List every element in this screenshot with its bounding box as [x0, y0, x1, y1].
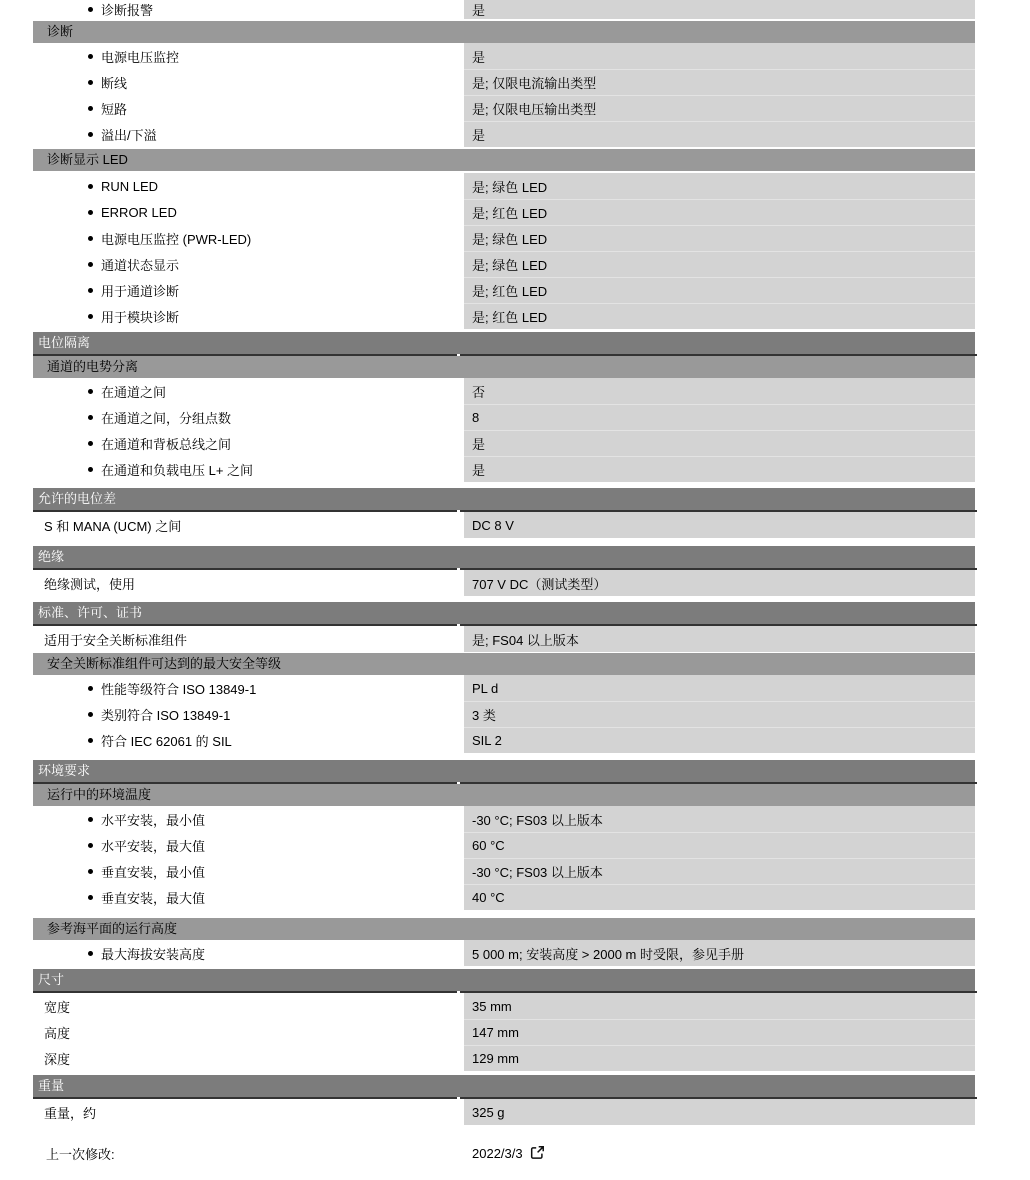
last-modified-label: 上一次修改:	[46, 1146, 115, 1162]
subsection-header	[33, 21, 975, 43]
table-row	[33, 456, 975, 482]
bullet-icon	[88, 80, 93, 85]
bullet-icon	[88, 441, 93, 446]
row-value: PL d	[472, 680, 499, 696]
subsection-header	[33, 149, 975, 171]
row-value-cell	[464, 701, 975, 727]
spec-table-sections	[33, 0, 975, 1125]
row-value-cell	[464, 95, 975, 121]
row-value: 是; 红色 LED	[472, 310, 548, 325]
row-value: 是; 绿色 LED	[472, 179, 548, 195]
row-value-cell	[464, 69, 975, 95]
table-row	[33, 277, 975, 303]
rows-group	[33, 512, 975, 538]
row-value-cell	[464, 0, 975, 19]
row-label: 深度	[44, 1051, 71, 1067]
last-modified-date: 2022/3/3	[472, 1145, 523, 1161]
table-row	[33, 884, 975, 910]
rows-group	[33, 0, 975, 19]
row-value: 707 V DC（测试类型）	[472, 576, 607, 592]
row-label-cell	[33, 993, 464, 1019]
row-label: 水平安装，最大值	[101, 838, 206, 854]
row-label-cell	[33, 69, 464, 95]
bullet-icon	[88, 467, 93, 472]
row-label-cell	[33, 626, 464, 652]
row-label: 水平安装，最小值	[101, 812, 206, 828]
row-label: 溢出/下溢	[101, 127, 157, 143]
row-label-cell	[33, 1045, 464, 1071]
bullet-icon	[88, 314, 93, 319]
bullet-icon	[88, 262, 93, 267]
row-label-cell	[33, 303, 464, 329]
row-value-cell	[464, 277, 975, 303]
row-value: 40 °C	[472, 890, 505, 905]
table-row	[33, 173, 975, 199]
row-value-cell	[464, 456, 975, 482]
row-label: 在通道之间，分组点数	[101, 410, 232, 426]
section-title: 绝缘	[38, 549, 65, 564]
subsection-title: 参考海平面的运行高度	[47, 921, 178, 936]
row-value-cell	[464, 993, 975, 1019]
rows-group	[33, 626, 975, 652]
rows-group	[33, 1099, 975, 1125]
subsection-title: 诊断	[47, 24, 74, 39]
external-link-icon[interactable]	[530, 1145, 545, 1160]
table-row	[33, 940, 975, 966]
section-header	[33, 1075, 975, 1097]
subsection-title: 安全关断标准组件可达到的最大安全等级	[47, 656, 282, 671]
row-label-cell	[33, 675, 464, 701]
row-value: 是	[472, 49, 486, 65]
bullet-icon	[88, 389, 93, 394]
bullet-icon	[88, 895, 93, 900]
row-label: 高度	[44, 1025, 71, 1041]
table-row	[33, 0, 975, 19]
section-header	[33, 332, 975, 354]
table-row	[33, 570, 975, 596]
row-value-cell	[464, 626, 975, 652]
section-header	[33, 760, 975, 782]
rows-group	[33, 173, 975, 329]
row-label: 垂直安装，最大值	[101, 890, 206, 906]
row-label-cell	[33, 570, 464, 596]
row-label-cell	[33, 251, 464, 277]
row-value: 129 mm	[472, 1051, 519, 1066]
row-value: 是; 仅限电流输出类型	[472, 76, 597, 91]
subsection-title: 诊断显示 LED	[47, 152, 128, 167]
table-row	[33, 675, 975, 701]
row-value-cell	[464, 570, 975, 596]
bullet-icon	[88, 415, 93, 420]
bullet-icon	[88, 738, 93, 743]
rows-group	[33, 43, 975, 147]
bullet-icon	[88, 686, 93, 691]
table-row	[33, 1045, 975, 1071]
table-row	[33, 404, 975, 430]
bullet-icon	[88, 236, 93, 241]
table-row	[33, 1019, 975, 1045]
row-value-cell	[464, 675, 975, 701]
row-value: 是; 红色 LED	[472, 284, 548, 299]
row-label: 类别符合 ISO 13849-1	[101, 707, 231, 723]
row-label-cell	[33, 277, 464, 303]
table-row	[33, 512, 975, 538]
last-modified-value	[464, 1146, 975, 1161]
bullet-icon	[88, 817, 93, 822]
rows-group	[33, 806, 975, 910]
subsection-header	[33, 653, 975, 675]
row-value: 是; FS04 以上版本	[472, 632, 579, 648]
row-label-cell	[33, 199, 464, 225]
bullet-icon	[88, 951, 93, 956]
row-value: 8	[472, 410, 480, 425]
section-title: 环境要求	[38, 763, 91, 778]
bullet-icon	[88, 132, 93, 137]
row-value: DC 8 V	[472, 517, 514, 533]
row-label-cell	[33, 806, 464, 832]
row-label: ERROR LED	[101, 204, 177, 220]
bullet-icon	[88, 869, 93, 874]
section-title: 标准、许可、证书	[38, 605, 143, 620]
row-label: RUN LED	[101, 178, 159, 194]
bullet-icon	[88, 843, 93, 848]
table-row	[33, 993, 975, 1019]
footer-row	[33, 1142, 975, 1164]
bullet-icon	[88, 288, 93, 293]
row-value: 是; 红色 LED	[472, 206, 548, 221]
row-value: 是; 仅限电压输出类型	[472, 102, 597, 117]
row-label: 绝缘测试，使用	[44, 576, 136, 592]
row-label-cell	[33, 43, 464, 69]
rows-group	[33, 675, 975, 753]
row-label: 电源电压监控 (PWR-LED)	[101, 231, 252, 247]
row-label-cell	[33, 121, 464, 147]
rows-group	[33, 993, 975, 1071]
row-label-cell	[33, 727, 464, 753]
row-value-cell	[464, 121, 975, 147]
row-value: 否	[472, 384, 486, 400]
row-value-cell	[464, 858, 975, 884]
spec-table	[33, 0, 975, 1164]
row-value-cell	[464, 430, 975, 456]
row-value-cell	[464, 512, 975, 538]
row-label-cell	[33, 884, 464, 910]
table-row	[33, 225, 975, 251]
row-value: 3 类	[472, 708, 496, 723]
row-label: 电源电压监控	[101, 49, 180, 65]
row-label-cell	[33, 95, 464, 121]
row-value: 是; 绿色 LED	[472, 258, 548, 273]
row-value-cell	[464, 43, 975, 69]
row-label-cell	[33, 173, 464, 199]
row-value: 是	[472, 463, 486, 478]
row-value-cell	[464, 199, 975, 225]
table-row	[33, 43, 975, 69]
rows-group	[33, 940, 975, 966]
table-row	[33, 727, 975, 753]
subsection-title: 通道的电势分离	[47, 359, 139, 374]
row-label-cell	[33, 858, 464, 884]
row-value: 60 °C	[472, 838, 505, 853]
row-value-cell	[464, 1019, 975, 1045]
row-label-cell	[33, 378, 464, 404]
row-label: 垂直安装，最小值	[101, 864, 206, 880]
section-title: 尺寸	[38, 972, 65, 987]
row-value-cell	[464, 940, 975, 966]
row-value-cell	[464, 251, 975, 277]
row-value-cell	[464, 1099, 975, 1125]
subsection-header	[33, 356, 975, 378]
row-value-cell	[464, 727, 975, 753]
bullet-icon	[88, 712, 93, 717]
row-label: 符合 IEC 62061 的 SIL	[101, 733, 232, 749]
row-label-cell	[33, 1099, 464, 1125]
row-label-cell	[33, 701, 464, 727]
section-title: 允许的电位差	[38, 491, 117, 506]
bullet-icon	[88, 210, 93, 215]
row-value-cell	[464, 806, 975, 832]
row-label: 在通道和背板总线之间	[101, 436, 232, 452]
row-label-cell	[33, 512, 464, 538]
table-row	[33, 95, 975, 121]
row-value-cell	[464, 832, 975, 858]
row-label-cell	[33, 456, 464, 482]
section-title: 重量	[38, 1078, 65, 1093]
row-label: 通道状态显示	[101, 257, 180, 273]
rows-group	[33, 378, 975, 482]
row-value: 是; 绿色 LED	[472, 232, 548, 247]
row-label: 最大海拔安装高度	[101, 946, 206, 962]
section-header	[33, 488, 975, 510]
row-value-cell	[464, 1045, 975, 1071]
row-value: 35 mm	[472, 998, 512, 1014]
table-row	[33, 378, 975, 404]
table-row	[33, 303, 975, 329]
row-label: 在通道之间	[101, 384, 167, 400]
row-value: 5 000 m; 安装高度 > 2000 m 时受限，参见手册	[472, 946, 744, 962]
row-value-cell	[464, 173, 975, 199]
table-row	[33, 626, 975, 652]
row-label: 用于模块诊断	[101, 309, 180, 325]
row-value-cell	[464, 884, 975, 910]
subsection-title: 运行中的环境温度	[47, 787, 152, 802]
row-value: -30 °C; FS03 以上版本	[472, 812, 603, 828]
bullet-icon	[88, 184, 93, 189]
section-title: 电位隔离	[38, 335, 91, 350]
row-label: 适用于安全关断标准组件	[44, 632, 188, 648]
table-row	[33, 430, 975, 456]
row-label: 在通道和负载电压 L+ 之间	[101, 462, 254, 478]
table-row	[33, 1099, 975, 1125]
section-header	[33, 969, 975, 991]
subsection-header	[33, 918, 975, 940]
row-label: 短路	[101, 101, 128, 117]
table-row	[33, 701, 975, 727]
row-value-cell	[464, 303, 975, 329]
bullet-icon	[88, 106, 93, 111]
row-label-cell	[33, 225, 464, 251]
table-row	[33, 69, 975, 95]
table-row	[33, 251, 975, 277]
row-label: S 和 MANA (UCM) 之间	[44, 518, 182, 534]
row-label-cell	[33, 0, 464, 19]
table-row	[33, 806, 975, 832]
row-label-cell	[33, 832, 464, 858]
section-header	[33, 546, 975, 568]
row-label: 断线	[101, 75, 128, 91]
row-value: 是	[472, 3, 486, 18]
row-label-cell	[33, 1019, 464, 1045]
row-label-cell	[33, 430, 464, 456]
table-row	[33, 832, 975, 858]
row-label: 宽度	[44, 999, 71, 1015]
table-row	[33, 199, 975, 225]
row-value-cell	[464, 404, 975, 430]
row-value: 325 g	[472, 1104, 505, 1120]
row-value: -30 °C; FS03 以上版本	[472, 865, 603, 880]
row-label: 用于通道诊断	[101, 283, 180, 299]
table-row	[33, 858, 975, 884]
row-label: 性能等级符合 ISO 13849-1	[101, 681, 257, 697]
row-value: 147 mm	[472, 1025, 519, 1040]
section-header	[33, 602, 975, 624]
row-value: 是	[472, 128, 486, 143]
bullet-icon	[88, 7, 93, 12]
bullet-icon	[88, 54, 93, 59]
table-row	[33, 121, 975, 147]
row-value: SIL 2	[472, 733, 502, 748]
subsection-header	[33, 784, 975, 806]
row-value: 是	[472, 437, 486, 452]
external-link[interactable]	[530, 1145, 545, 1160]
row-label-cell	[33, 940, 464, 966]
row-value-cell	[464, 225, 975, 251]
row-label-cell	[33, 404, 464, 430]
row-label: 诊断报警	[101, 3, 154, 18]
row-value-cell	[464, 378, 975, 404]
rows-group	[33, 570, 975, 596]
row-label: 重量，约	[44, 1105, 97, 1121]
